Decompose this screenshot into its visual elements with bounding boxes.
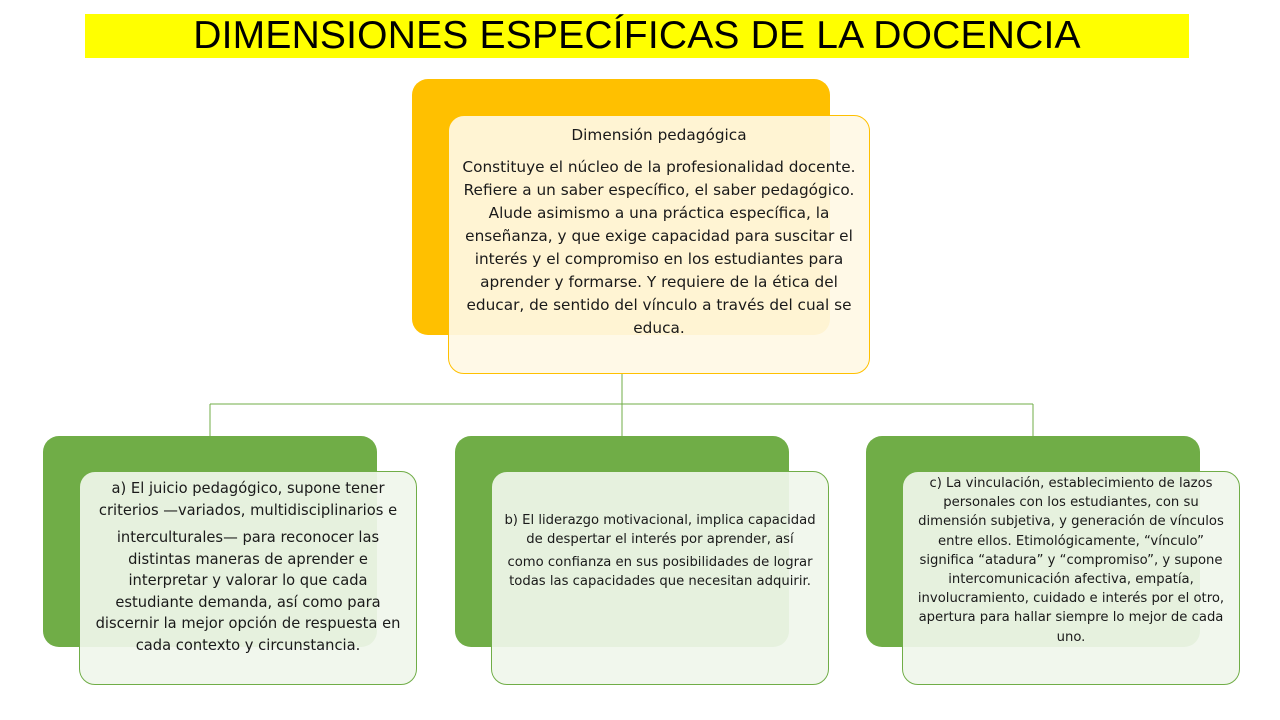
child-a-text-1: a) El juicio pedagógico, supone tener criterios —variados, multidisciplinarios e (98, 480, 398, 519)
child-c-text: c) La vinculación, establecimiento de lazos personales con los estudiantes, con su dimensión subjetiva, y generación de vínculos entre ellos. Etimológicamente, “vínculo” significa “atadura” y “compromiso”, y supone intercomunicación afectiva, empatía, involucramiento, cuidado e interés por el otro, apertura para hallar siempre lo mejor de cada uno. (917, 476, 1225, 645)
page-title: DIMENSIONES ESPECÍFICAS DE LA DOCENCIA (193, 14, 1081, 57)
child-a-text-2: interculturales— para reconocer las distintas maneras de aprender e interpretar y valorar lo que cada estudiante demanda, así como para discernir la mejor opción de respuesta en cada contexto y circunstancia. (95, 529, 401, 654)
top-node-body: Constituye el núcleo de la profesionalidad docente. Refiere a un saber específico, el saber pedagógico. Alude asimismo a una práctica específica, la enseñanza, y que exige capacidad para suscitar el interés y el compromiso en los estudiantes para aprender y formarse. Y requiere de la ética del educar, de sentido del vínculo a través del cual se educa. (462, 158, 856, 337)
child-b-text-1: b) El liderazgo motivacional, implica capacidad de despertar el interés por aprender, así (504, 513, 816, 547)
child-b-card (491, 471, 829, 685)
top-node-card (448, 115, 870, 374)
child-b-text-2: como confianza en sus posibilidades de lograr todas las capacidades que necesitan adquirir. (507, 555, 813, 589)
child-c-card (902, 471, 1240, 685)
child-a-card (79, 471, 417, 685)
top-node-heading: Dimensión pedagógica (571, 126, 747, 144)
